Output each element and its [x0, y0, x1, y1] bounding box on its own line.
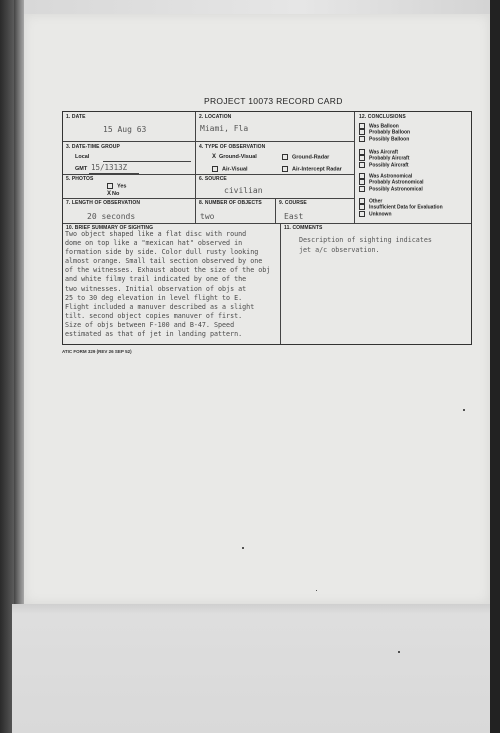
photos-yes-option: [107, 183, 126, 189]
summary-line: Two object shaped like a flat disc with round: [65, 230, 247, 238]
scan-speck: [316, 590, 317, 591]
conclusion-text: Other: [369, 198, 383, 205]
conclusions-label: 12. CONCLUSIONS: [359, 114, 406, 120]
length-of-observation-cell: [63, 199, 196, 224]
paper-lower-fold: [12, 604, 500, 733]
summary-line: Flight included a manuver described as a slight: [65, 302, 255, 311]
photos-yes-text: Yes: [117, 183, 127, 190]
conclusion-text: Insufficient Data for Evaluation: [369, 204, 443, 211]
local-line: [103, 161, 191, 162]
checkbox-icon: [359, 136, 365, 142]
checkbox-icon: [359, 173, 365, 179]
conclusion-text: Probably Balloon: [369, 129, 411, 136]
comments-label: 11. COMMENTS: [284, 225, 323, 231]
conclusion-option: [359, 129, 410, 135]
checkbox-icon: [359, 186, 365, 192]
air-intercept-radar-text: Air-Intercept Radar: [292, 166, 342, 173]
conclusion-text: Was Aircraft: [369, 149, 399, 156]
date-value: 15 Aug 63: [103, 125, 147, 134]
source-label: 6. SOURCE: [199, 176, 227, 182]
conclusion-text: Was Astronomical: [369, 173, 413, 180]
summary-line: formation side by side. Color dull rusty looking: [65, 248, 259, 257]
checkbox-icon: [359, 211, 365, 217]
scan-speck: [463, 409, 465, 411]
conclusion-text: Possibly Balloon: [369, 135, 410, 142]
scan-speck: [398, 651, 400, 653]
summary-line: almost orange. Small tail section observed by one: [65, 257, 263, 266]
checkbox-icon: [282, 166, 288, 172]
record-card: [62, 111, 472, 345]
photos-no-checkmark: X: [107, 191, 112, 197]
summary-line: Size of objs between F-100 and B-47. Speed: [65, 320, 235, 329]
checkbox-icon: [359, 123, 365, 129]
conclusions-astronomical-group: [359, 173, 424, 192]
checkbox-icon: [359, 179, 365, 185]
checkbox-icon: [359, 155, 365, 161]
ground-visual-checkmark: X: [212, 154, 217, 160]
photos-no-text: No: [112, 191, 120, 197]
conclusion-option: [359, 204, 443, 210]
summary-line: two witnesses. Initial observation of objs at: [65, 284, 247, 293]
conclusion-option: [359, 211, 443, 217]
source-value: civilian: [224, 186, 263, 195]
type-of-observation-cell: [196, 142, 355, 175]
conclusion-option: [359, 136, 410, 142]
gmt-label: GMT: [75, 166, 88, 172]
date-label: 1. DATE: [66, 114, 86, 120]
air-visual-option: [212, 166, 248, 172]
course-cell: [276, 199, 355, 224]
checkbox-icon: [212, 166, 218, 172]
checkbox-icon: [107, 183, 113, 189]
type-of-observation-label: 4. TYPE OF OBSERVATION: [199, 144, 266, 150]
conclusions-other-group: [359, 198, 443, 217]
date-time-group-label: 3. DATE-TIME GROUP: [66, 144, 120, 150]
length-of-observation-label: 7. LENGTH OF OBSERVATION: [66, 200, 141, 206]
conclusion-text: Was Balloon: [369, 123, 399, 130]
comments-text: [299, 236, 469, 255]
conclusions-cell: [355, 112, 471, 224]
checkbox-icon: [282, 154, 288, 160]
air-intercept-radar-option: [282, 166, 342, 172]
gmt-line: [89, 173, 139, 174]
conclusion-text: Unknown: [369, 210, 392, 217]
summary-line: and white filmy trail indicated by one of the: [65, 275, 247, 284]
conclusion-option: [359, 162, 409, 168]
location-value: Miami, Fla: [200, 124, 249, 133]
air-visual-text: Air-Visual: [222, 166, 248, 173]
checkbox-icon: [359, 204, 365, 210]
length-of-observation-value: 20 seconds: [87, 212, 136, 221]
course-label: 9. COURSE: [279, 200, 307, 206]
summary-line: tilt. second object copies manuver of first.: [65, 311, 243, 320]
conclusion-text: Probably Astronomical: [369, 179, 424, 186]
local-label: Local: [75, 154, 90, 160]
location-label: 2. LOCATION: [199, 114, 232, 120]
gmt-value: 15/1313Z: [91, 163, 128, 172]
source-cell: [196, 175, 355, 199]
location-cell: [196, 112, 355, 142]
checkbox-icon: [359, 162, 365, 168]
summary-line: 25 to 30 deg elevation in level flight to E.: [65, 293, 243, 302]
photos-no-option: [107, 191, 119, 197]
comment-line: jet a/c observation.: [299, 245, 380, 254]
number-of-objects-cell: [196, 199, 276, 224]
ground-visual-text: Ground-Visual: [219, 154, 257, 160]
card-title: PROJECT 10073 RECORD CARD: [204, 96, 343, 106]
ground-visual-option: [212, 154, 257, 160]
checkbox-icon: [359, 198, 365, 204]
brief-summary-text: [65, 230, 287, 339]
brief-summary-label: 10. BRIEF SUMMARY OF SIGHTING: [66, 225, 154, 231]
summary-line: estimated as that of jet in landing pattern.: [65, 330, 243, 339]
photos-label: 5. PHOTOS: [66, 176, 94, 182]
checkbox-icon: [359, 129, 365, 135]
number-of-objects-label: 8. NUMBER OF OBJECTS: [199, 200, 262, 206]
scan-edge-right: [490, 0, 500, 733]
form-number: ATIC FORM 329 (REV 26 SEP 52): [62, 349, 132, 354]
ground-radar-option: [282, 154, 329, 160]
scan-speck: [242, 547, 244, 549]
number-of-objects-value: two: [200, 212, 215, 221]
conclusion-text: Possibly Astronomical: [369, 185, 423, 192]
comment-line: Description of sighting indicates: [299, 236, 432, 244]
conclusion-option: [359, 179, 424, 185]
conclusion-text: Possibly Aircraft: [369, 161, 409, 168]
summary-line: dome on top like a "mexican hat" observed in: [65, 239, 243, 248]
conclusion-option: [359, 155, 409, 161]
conclusion-option: [359, 186, 424, 192]
conclusion-text: Probably Aircraft: [369, 155, 410, 162]
summary-line: of the witnesses. Exhaust about the size of the obj: [65, 266, 271, 275]
photos-cell: [63, 175, 196, 199]
conclusions-aircraft-group: [359, 149, 409, 168]
date-time-group-cell: [63, 142, 196, 175]
date-cell: [63, 112, 196, 142]
ground-radar-text: Ground-Radar: [292, 154, 330, 161]
conclusions-balloon-group: [359, 123, 410, 142]
course-value: East: [284, 212, 304, 221]
checkbox-icon: [359, 149, 365, 155]
